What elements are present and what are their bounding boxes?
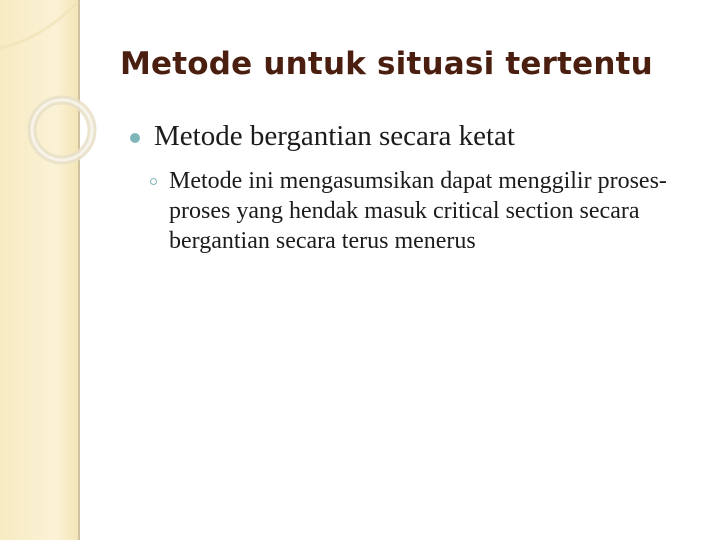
bullet-item bbox=[130, 120, 515, 153]
sub-bullet-circle-icon bbox=[150, 178, 157, 185]
bullet-text: Metode bergantian secara ketat bbox=[154, 120, 515, 152]
decorative-circle-graphic bbox=[0, 0, 120, 200]
bullet-dot-icon bbox=[130, 133, 140, 143]
slide-title: Metode untuk situasi tertentu bbox=[120, 46, 653, 82]
sub-bullet-item bbox=[150, 166, 714, 256]
sub-bullet-text: Metode ini mengasumsikan dapat menggilir proses-proses yang hendak masuk critical section secara bergantian secara terus menerus bbox=[169, 168, 667, 254]
